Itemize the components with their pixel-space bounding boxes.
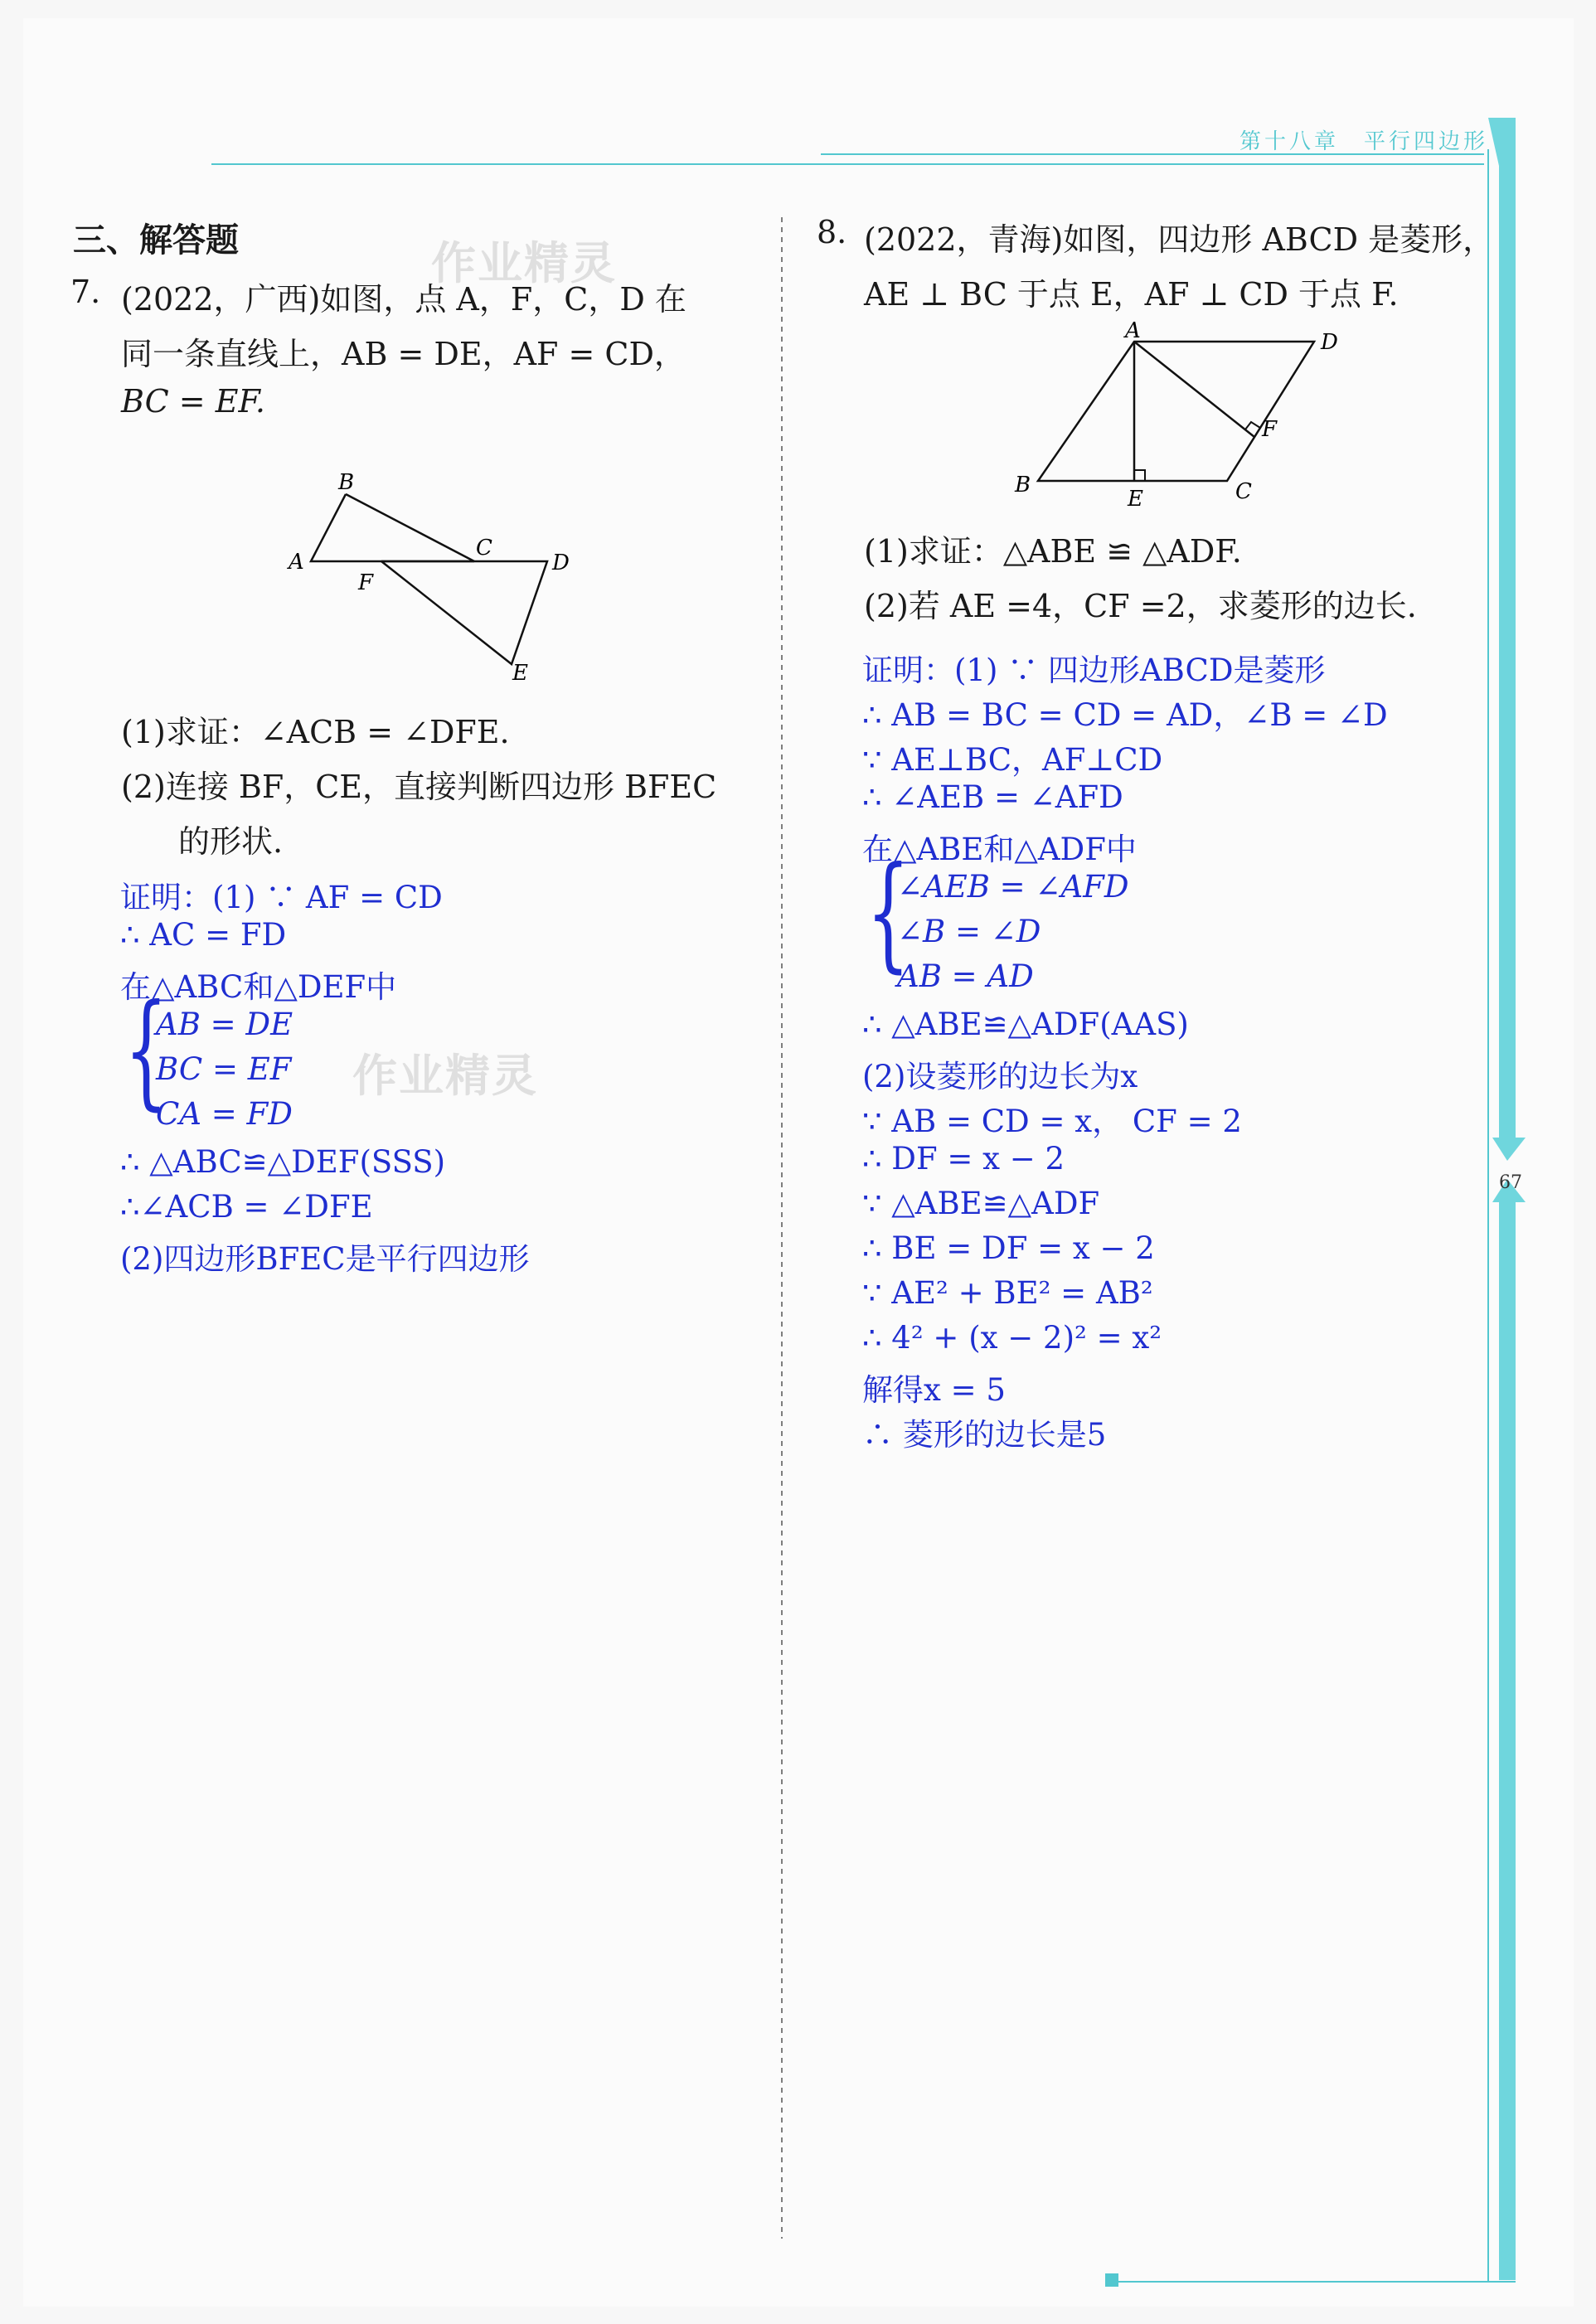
- watermark: 作业精灵: [352, 1050, 538, 1102]
- q7-answer-line: (2)四边形BFEC是平行四边形: [120, 1241, 530, 1277]
- label-c: C: [476, 536, 492, 560]
- q8-answer-line: ∵ △ABE≌△ADF: [862, 1186, 1100, 1221]
- segment-af: [1134, 342, 1254, 437]
- label-b: B: [338, 470, 355, 495]
- q8-answer-system-line: ∠AEB = ∠AFD: [897, 869, 1129, 905]
- label-e: E: [1128, 487, 1143, 512]
- q8-number: 8.: [817, 214, 847, 250]
- label-f: F: [358, 570, 374, 595]
- q8-line1: (2022，青海)如图，四边形 ABCD 是菱形，: [864, 221, 1495, 258]
- q7-answer-line: 证明：(1) ∵ AF = CD: [120, 880, 443, 915]
- q8-part1: (1)求证：△ABE ≌ △ADF.: [864, 533, 1242, 570]
- q7-answer-system-line: CA = FD: [156, 1096, 293, 1132]
- q8-figure: [995, 319, 1360, 518]
- q7-part2-line2: 的形状.: [178, 823, 284, 860]
- q8-answer-line: (2)设菱形的边长为x: [862, 1059, 1138, 1094]
- q8-answer-line: ∴ 4² + (x − 2)² = x²: [862, 1320, 1162, 1356]
- q7-answer-line: ∴ △ABC≌△DEF(SSS): [120, 1144, 446, 1180]
- q7-number: 7.: [70, 274, 101, 310]
- q7-answer-brace: {: [124, 978, 168, 1123]
- q7-line1: (2022，广西)如图，点 A，F，C，D 在: [121, 281, 686, 318]
- q8-answer-line: ∴ ∠AEB = ∠AFD: [862, 779, 1123, 815]
- label-c: C: [1235, 479, 1252, 504]
- q8-answer-system-line: ∠B = ∠D: [897, 914, 1041, 949]
- q8-answer-line: ∴ △ABE≌△ADF(AAS): [862, 1007, 1189, 1042]
- right-angle-f: [1245, 422, 1260, 429]
- right-angle-e: [1134, 470, 1145, 481]
- q7-line3: BC = EF.: [121, 383, 265, 420]
- q8-answer-line: ∴ BE = DF = x − 2: [862, 1230, 1155, 1266]
- q8-answer-brace: {: [866, 841, 910, 985]
- triangle-def: [381, 561, 547, 664]
- q8-answer-line: ∵ AB = CD = x， CF = 2: [862, 1104, 1242, 1139]
- label-e: E: [512, 661, 528, 686]
- q8-answer-system-line: AB = AD: [897, 958, 1034, 994]
- q8-answer-line: ∴ 菱形的边长是5: [862, 1417, 1107, 1453]
- label-a: A: [289, 550, 304, 575]
- q7-answer-line: 在△ABC和△DEF中: [120, 969, 397, 1005]
- q7-line2: 同一条直线上，AB = DE，AF = CD，: [121, 336, 686, 372]
- chapter-header: 第十八章 平行四边形: [1239, 129, 1489, 154]
- q8-answer-line: 解得x = 5: [862, 1372, 1006, 1408]
- label-f: F: [1262, 417, 1278, 442]
- label-b: B: [1015, 473, 1031, 497]
- triangle-abc: [311, 494, 474, 561]
- q7-part2-line1: (2)连接 BF，CE，直接判断四边形 BFEC: [121, 769, 717, 805]
- q7-part1: (1)求证：∠ACB = ∠DFE.: [121, 714, 510, 750]
- label-d: D: [1321, 330, 1338, 355]
- q7-answer-line: ∴∠ACB = ∠DFE: [120, 1189, 373, 1225]
- q8-answer-line: ∴ DF = x − 2: [862, 1141, 1065, 1177]
- rhombus-abcd: [1038, 342, 1314, 481]
- q7-answer-system-line: AB = DE: [156, 1007, 293, 1042]
- page-number: 67: [1499, 1172, 1522, 1193]
- q8-line2: AE ⊥ BC 于点 E，AF ⊥ CD 于点 F.: [864, 276, 1399, 313]
- label-a: A: [1125, 319, 1141, 343]
- q7-answer-line: ∴ AC = FD: [120, 917, 287, 953]
- q8-part2: (2)若 AE =4，CF =2，求菱形的边长.: [864, 588, 1417, 624]
- section-title: 三、解答题: [73, 221, 239, 260]
- q8-answer-line: 在△ABE和△ADF中: [862, 832, 1137, 867]
- q7-figure: [274, 431, 589, 696]
- q7-answer-system-line: BC = EF: [156, 1051, 292, 1087]
- label-d: D: [552, 551, 570, 575]
- q8-answer-line: ∴ AB = BC = CD = AD，∠B = ∠D: [862, 697, 1388, 733]
- watermark: 作业精灵: [431, 237, 617, 289]
- q8-answer-line: 证明：(1) ∵ 四边形ABCD是菱形: [862, 653, 1326, 688]
- q8-answer-line: ∵ AE² + BE² = AB²: [862, 1275, 1153, 1311]
- q8-answer-line: ∵ AE⊥BC，AF⊥CD: [862, 742, 1163, 778]
